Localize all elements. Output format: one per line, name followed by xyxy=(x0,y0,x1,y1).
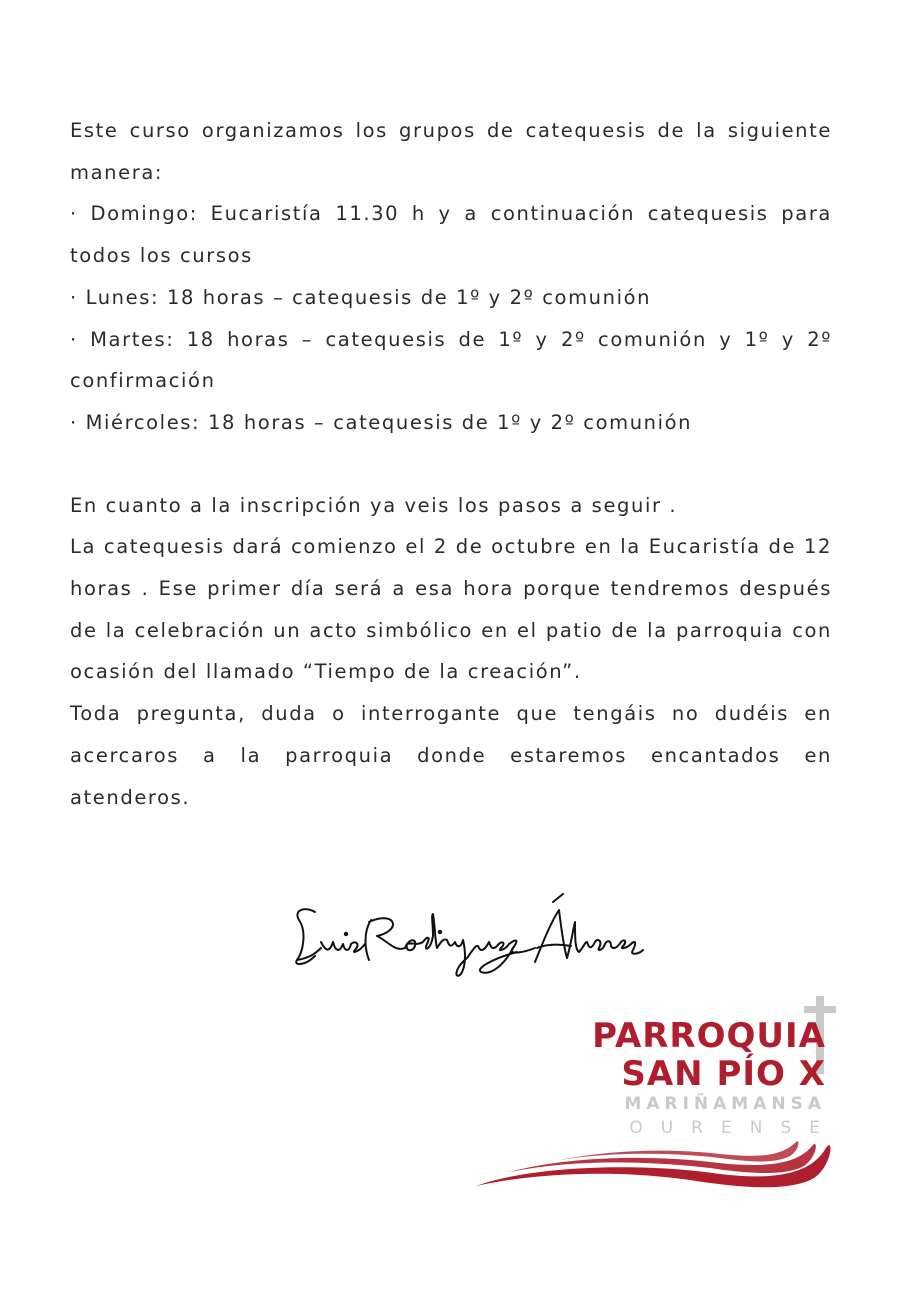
paragraph: En cuanto a la inscripción ya veis los pasos a seguir . xyxy=(70,493,678,517)
paragraph: Este curso organizamos los grupos de catequesis de la siguiente manera: xyxy=(70,119,832,184)
signature xyxy=(285,892,645,982)
paragraph-sunday: · Domingo: Eucaristía 11.30 h y a continuación catequesis para todos los cursos xyxy=(70,202,832,268)
paragraph: Toda pregunta, duda o interrogante que tengáis no dudéis en acercaros a la parroquia donde estaremos encantados en atenderos. xyxy=(70,702,832,809)
paragraph-tuesday: · Martes: 18 horas – catequesis de 1º y 2º comunión y 1º y 2º confirmación xyxy=(70,327,832,393)
letter-body xyxy=(70,110,832,818)
paragraph: La catequesis dará comienzo el 2 de octubre en la Eucaristía de 12 horas . Ese primer día será a esa hora porque tendremos después de la celebración un acto simbólico en el patio de la parroquia con ocasión del llamado “Tiempo de la creación”. xyxy=(70,535,832,684)
logo-line-marinamansa: MARIÑAMANSA xyxy=(624,1094,826,1114)
paragraph-monday: · Lunes: 18 horas – catequesis de 1º y 2º comunión xyxy=(70,285,652,309)
paragraph-gap xyxy=(70,444,832,485)
parish-logo xyxy=(470,990,850,1200)
logo-line-ourense: OURENSE xyxy=(629,1118,838,1138)
swoosh-icon xyxy=(476,1141,830,1187)
paragraph-wednesday: · Miércoles: 18 horas – catequesis de 1º y 2º comunión xyxy=(70,410,693,434)
logo-line-san-pio: SAN PÍO X xyxy=(621,1054,826,1094)
logo-line-parroquia: PARROQUIA xyxy=(592,1016,826,1056)
